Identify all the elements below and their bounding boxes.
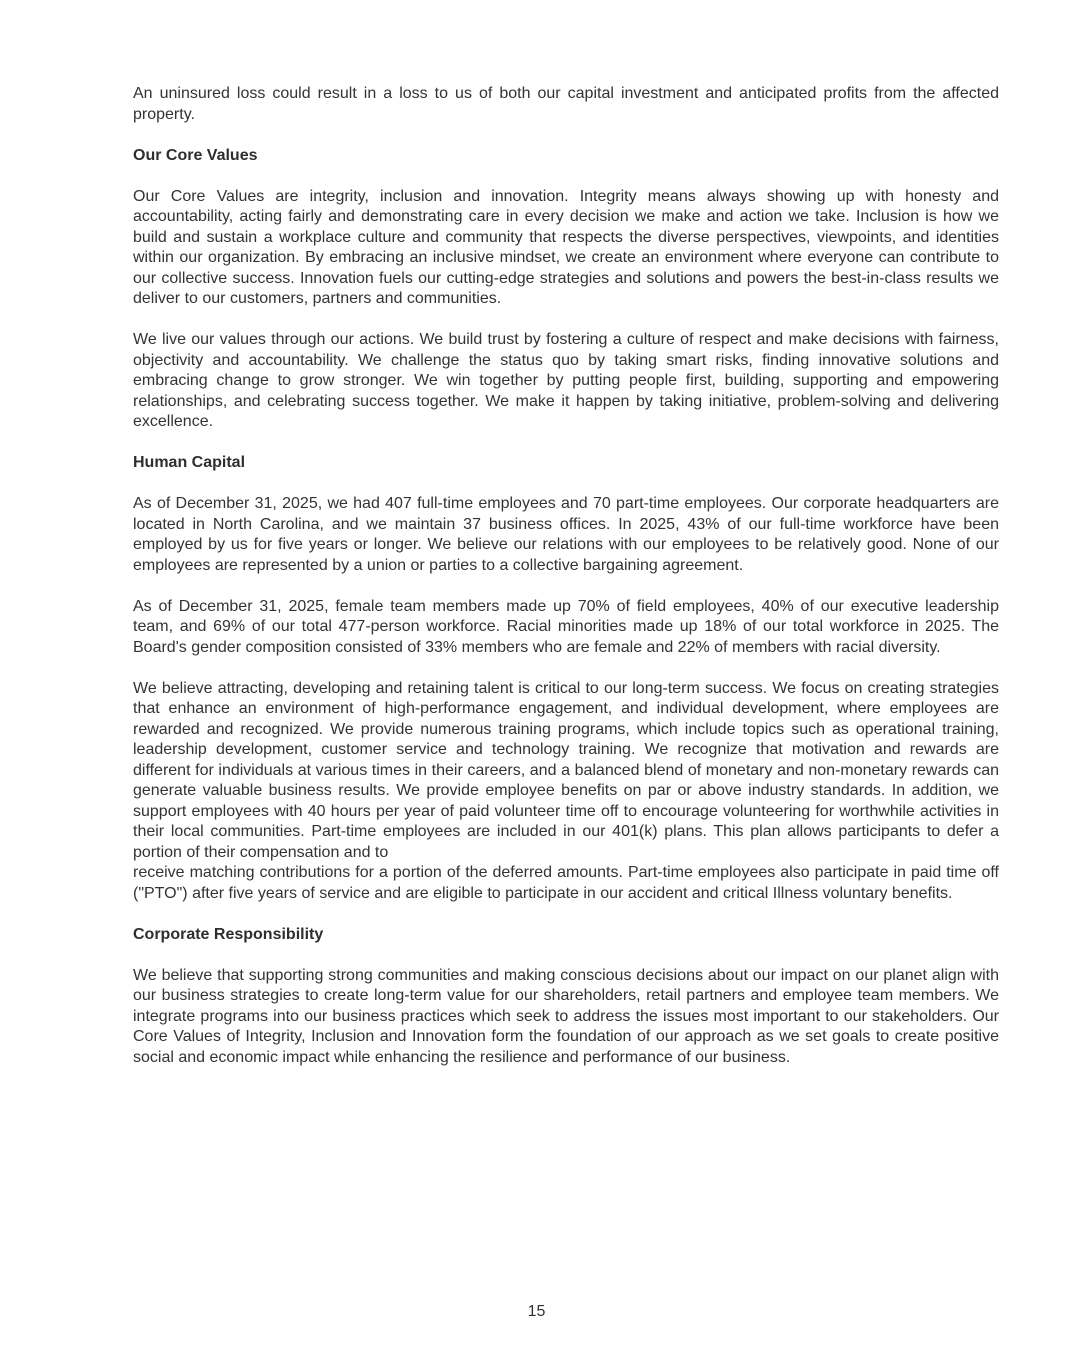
heading-our-core-values: Our Core Values [133, 146, 258, 164]
paragraph-corporate-responsibility-1: We believe that supporting strong communities and making conscious decisions about our impact on our planet align with our business strategies to create long-term value for our shareholders, retail partners and employee team members. We integrate programs into our business practices which seek to address the issues most important to our stakeholders. Our Core Values of Integrity, Inclusion and Innovation form the foundation of our approach as we set goals to create positive social and economic impact while enhancing the resilience and performance of our business. [133, 966, 999, 1066]
paragraph-human-capital-3-part-1: We believe attracting, developing and retaining talent is critical to our long-term success. We focus on creating strategies that enhance an environment of high-performance engagement, and individual development, where employees are rewarded and recognized. We provide numerous training programs, which include topics such as operational training, leadership development, customer service and technology training. We recognize that motivation and rewards are different for individuals at various times in their careers, and a balanced blend of monetary and non-monetary rewards can generate valuable business results. We provide employee benefits on par or above industry standards. In addition, we support employees with 40 hours per year of paid volunteer time off to encourage volunteering for worthwhile activities in their local communities. Part-time employees are included in our 401(k) plans. This plan allows participants to defer a portion of their compensation and to [133, 679, 999, 861]
page-number: 15 [527, 1302, 546, 1320]
heading-human-capital: Human Capital [133, 454, 246, 471]
paragraph-human-capital-1: As of December 31, 2025, we had 407 full-time employees and 70 part-time employees. Our corporate headquarters are located in North Carolina, and we maintain 37 business offices. In 2025, 43% of our full-time workforce have been employed by us for five years or longer. We believe our relations with our employees to be relatively good. None of our employees are represented by a union or parties to a collective bargaining agreement. [133, 495, 999, 574]
paragraph-human-capital-3-part-2: receive matching contributions for a portion of the deferred amounts. Part-time employees also participate in paid time off ("PTO") after five years of service and are eligible to participate in our accident and critical Illness voluntary benefits. [133, 864, 999, 902]
paragraph-human-capital-2: As of December 31, 2025, female team members made up 70% of field employees, 40% of our executive leadership team, and 69% of our total 477-person workforce. Racial minorities made up 18% of our total workforce in 2025. The Board's gender composition consisted of 33% members who are female and 22% of members with racial diversity. [133, 597, 999, 656]
paragraph-human-capital-3 [133, 679, 999, 905]
paragraph-uninsured-loss: An uninsured loss could result in a loss to us of both our capital investment and anticipated profits from the affected property. [133, 85, 999, 123]
paragraph-core-values-2: We live our values through our actions. We build trust by fostering a culture of respect and make decisions with fairness, objectivity and accountability. We challenge the status quo by taking smart risks, finding innovative solutions and embracing change to grow stronger. We win together by putting people first, building, supporting and empowering relationships, and celebrating success together. We make it happen by taking initiative, problem-solving and delivering excellence. [133, 331, 999, 430]
page-body-text [133, 84, 999, 1089]
paragraph-core-values-1: Our Core Values are integrity, inclusion and innovation. Integrity means always showing up with honesty and accountability, acting fairly and demonstrating care in every decision we make and action we take. Inclusion is how we build and sustain a workplace culture and community that respects the diverse perspectives, viewpoints, and identities within our organization. By embracing an inclusive mindset, we create an environment where everyone can contribute to our collective success. Innovation fuels our cutting-edge strategies and solutions and powers the best-in-class results we deliver to our customers, partners and communities. [133, 187, 999, 307]
heading-corporate-responsibility: Corporate Responsibility [133, 925, 324, 943]
